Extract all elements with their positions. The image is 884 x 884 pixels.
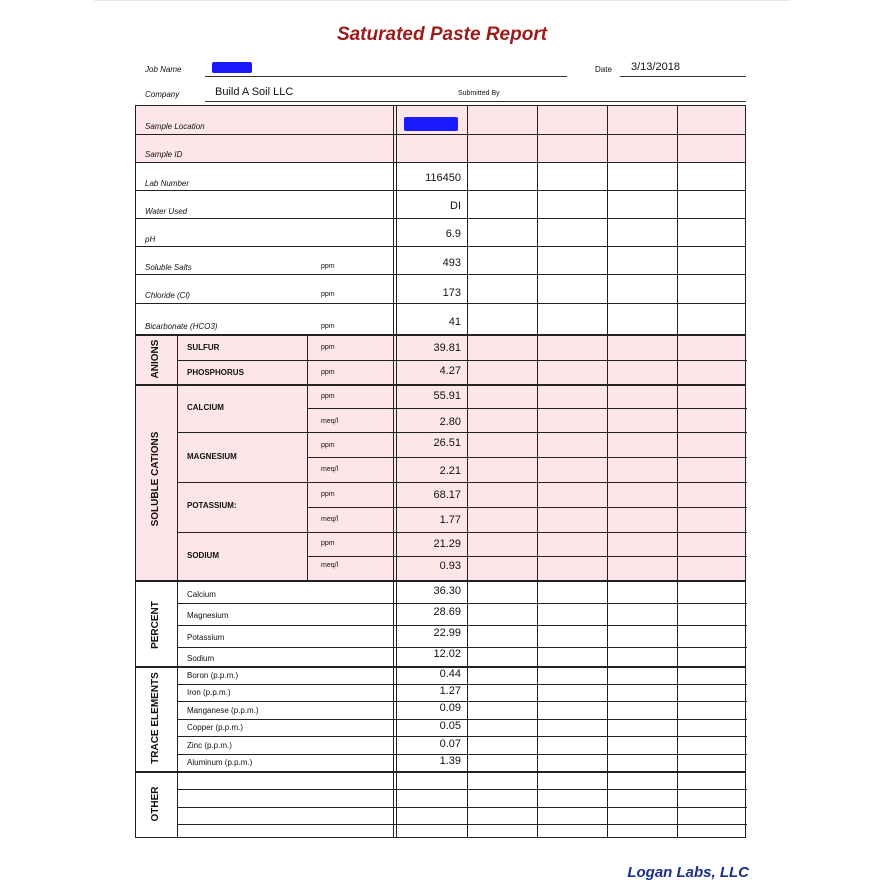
report-title: Saturated Paste Report — [336, 24, 548, 45]
bicarbonate-unit: ppm — [321, 323, 335, 330]
calcium-ppm-value: 55.91 — [433, 390, 461, 402]
potassium-ppm-unit: ppm — [321, 491, 335, 498]
sample-id-label: Sample ID — [145, 150, 183, 159]
magnesium-ppm-value: 26.51 — [433, 437, 461, 449]
percent-potassium-value: 22.99 — [433, 627, 461, 639]
company-value: Build A Soil LLC — [215, 86, 294, 98]
calcium-meq-value: 2.80 — [439, 416, 461, 428]
date-label: Date — [595, 65, 612, 74]
magnesium-ppm-unit: ppm — [321, 442, 335, 449]
percent-sodium-value: 12.02 — [433, 648, 461, 660]
phosphorus-label: PHOSPHORUS — [187, 368, 244, 377]
sulfur-value: 39.81 — [433, 342, 461, 354]
potassium-meq-unit: meq/l — [321, 516, 339, 523]
sulfur-label: SULFUR — [187, 343, 220, 352]
sodium-ppm-value: 21.29 — [433, 538, 461, 550]
submitted-by-label: Submitted By — [458, 90, 500, 97]
lab-name-footer: Logan Labs, LLC — [627, 864, 749, 881]
job-name-line — [205, 76, 567, 77]
percent-calcium-value: 36.30 — [433, 585, 461, 597]
magnesium-meq-unit: meq/l — [321, 466, 339, 473]
top-rule — [94, 0, 790, 1]
percent-potassium-label: Potassium — [187, 633, 225, 642]
sodium-meq-unit: meq/l — [321, 562, 339, 569]
company-label: Company — [145, 90, 180, 99]
sample-location-redaction — [404, 117, 458, 131]
percent-section-label: PERCENT — [150, 601, 161, 649]
chloride-unit: ppm — [321, 291, 335, 298]
soluble-salts-label: Soluble Salts — [145, 263, 192, 272]
iron-value: 1.27 — [439, 685, 461, 697]
magnesium-meq-value: 2.21 — [439, 465, 461, 477]
zinc-label: Zinc (p.p.m.) — [187, 741, 232, 750]
bicarbonate-value: 41 — [448, 316, 461, 328]
sulfur-unit: ppm — [321, 344, 335, 351]
water-used-label: Water Used — [145, 207, 188, 216]
copper-label: Copper (p.p.m.) — [187, 723, 244, 732]
aluminum-label: Aluminum (p.p.m.) — [187, 758, 253, 767]
lab-number-label: Lab Number — [145, 179, 190, 188]
percent-sodium-label: Sodium — [187, 654, 215, 663]
water-used-value: DI — [450, 200, 461, 212]
calcium-meq-unit: meq/l — [321, 418, 339, 425]
trace-section-label: TRACE ELEMENTS — [150, 672, 161, 764]
percent-calcium-label: Calcium — [187, 590, 216, 599]
chloride-label: Chloride (Cl) — [145, 291, 190, 300]
potassium-ppm-value: 68.17 — [433, 489, 461, 501]
ph-label: pH — [145, 235, 156, 244]
potassium-label: POTASSIUM: — [187, 501, 237, 510]
anions-section-label: ANIONS — [150, 339, 161, 379]
boron-label: Boron (p.p.m.) — [187, 671, 239, 680]
phosphorus-value: 4.27 — [439, 365, 461, 377]
percent-magnesium-value: 28.69 — [433, 606, 461, 618]
bicarbonate-label: Bicarbonate (HCO3) — [145, 322, 218, 331]
manganese-value: 0.09 — [439, 702, 461, 714]
magnesium-label: MAGNESIUM — [187, 452, 237, 461]
sample-location-label: Sample Location — [145, 122, 205, 131]
soluble-salts-value: 493 — [442, 257, 461, 269]
soluble-salts-unit: ppm — [321, 263, 335, 270]
potassium-meq-value: 1.77 — [439, 514, 461, 526]
sodium-ppm-unit: ppm — [321, 540, 335, 547]
boron-value: 0.44 — [439, 668, 461, 680]
phosphorus-unit: ppm — [321, 369, 335, 376]
calcium-label: CALCIUM — [187, 403, 224, 412]
manganese-label: Manganese (p.p.m.) — [187, 706, 259, 715]
iron-label: Iron (p.p.m.) — [187, 688, 231, 697]
sodium-label: SODIUM — [187, 551, 219, 560]
lab-number-value: 116450 — [425, 172, 461, 184]
other-section-label: OTHER — [150, 786, 161, 822]
job-name-label: Job Name — [145, 65, 182, 74]
sodium-meq-value: 0.93 — [439, 560, 461, 572]
aluminum-value: 1.39 — [439, 755, 461, 767]
cations-section-label: SOLUBLE CATIONS — [150, 431, 161, 527]
ph-value: 6.9 — [445, 228, 461, 240]
calcium-ppm-unit: ppm — [321, 393, 335, 400]
company-line — [205, 101, 746, 102]
percent-magnesium-label: Magnesium — [187, 611, 229, 620]
job-name-redaction — [212, 62, 252, 73]
date-value: 3/13/2018 — [631, 61, 680, 73]
copper-value: 0.05 — [439, 720, 461, 732]
zinc-value: 0.07 — [439, 738, 461, 750]
chloride-value: 173 — [442, 287, 461, 299]
date-line — [620, 76, 746, 77]
